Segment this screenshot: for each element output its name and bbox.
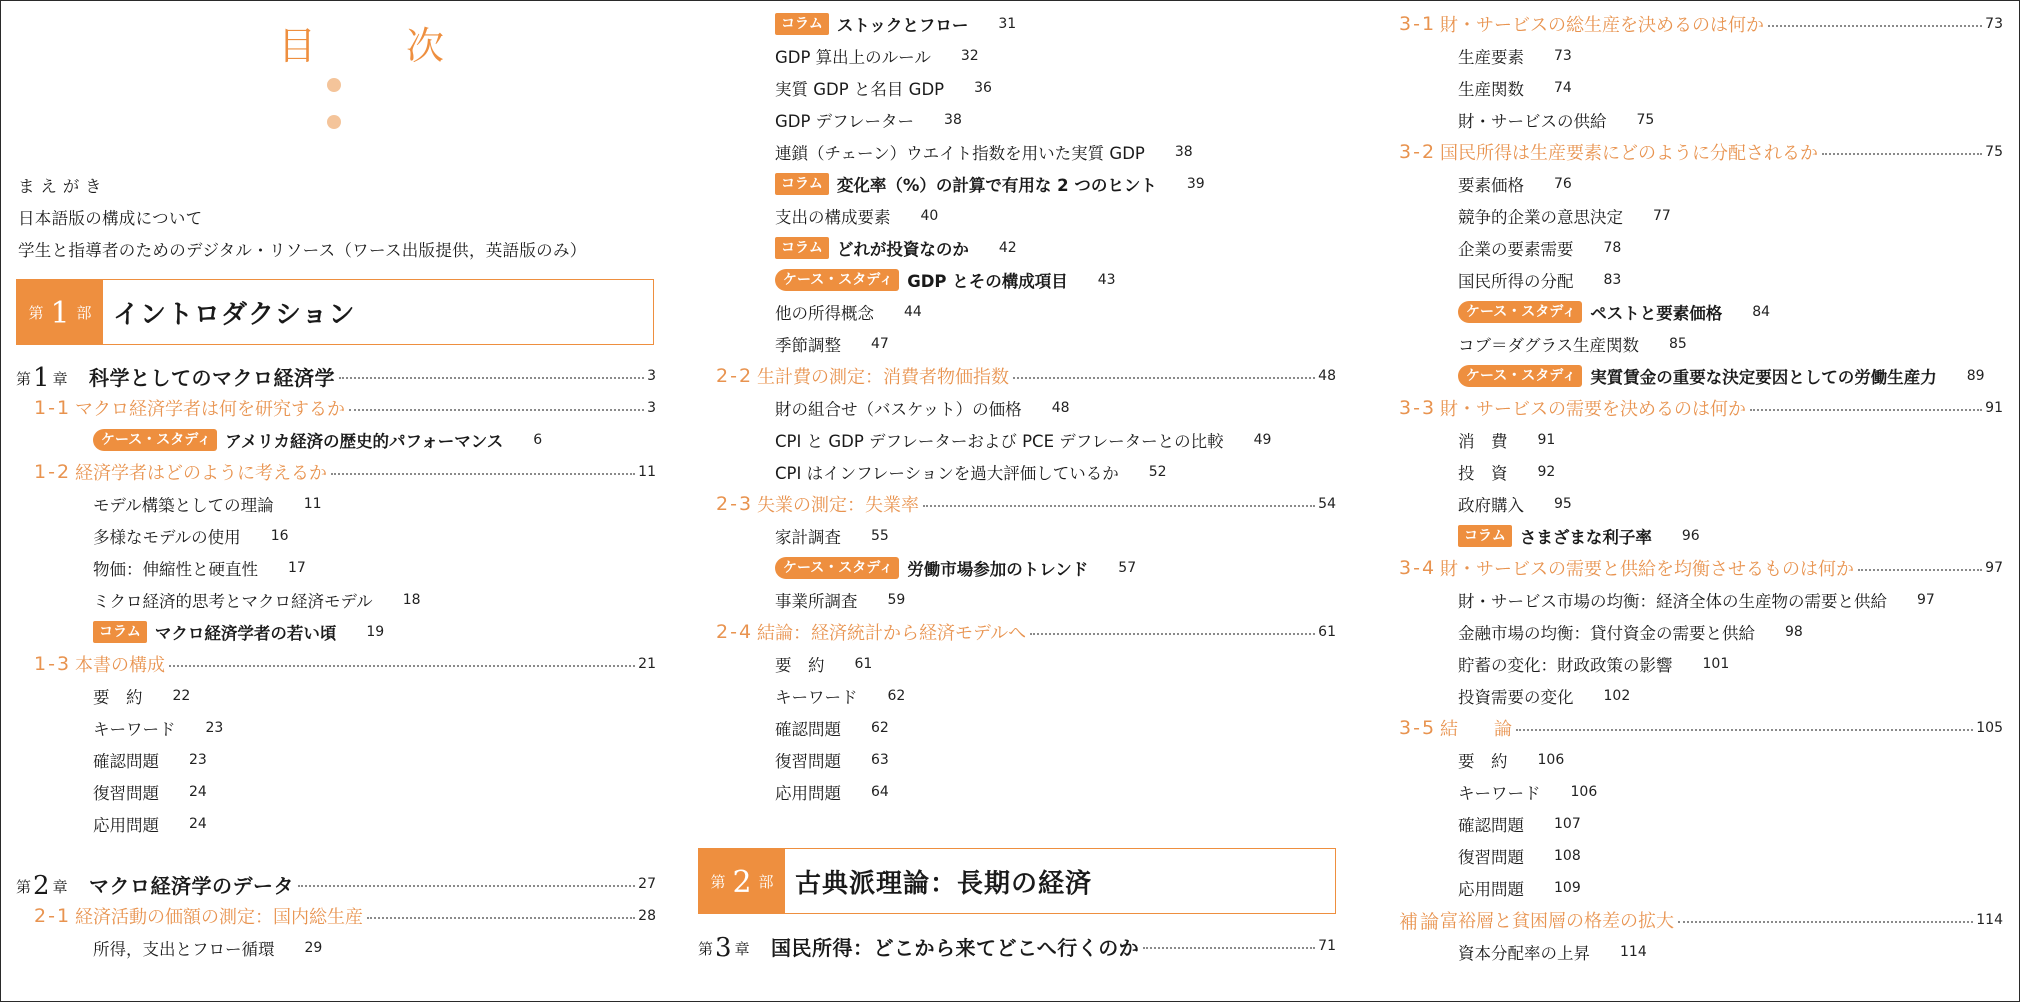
page-number: 24 xyxy=(189,816,207,832)
toc-item[interactable] xyxy=(16,932,656,964)
toc-item[interactable] xyxy=(698,328,1336,360)
item-title: キーワード xyxy=(775,688,858,707)
section-title: マクロ経済学者は何を研究するか xyxy=(75,399,345,420)
page-number: 48 xyxy=(1318,368,1336,384)
toc-item[interactable] xyxy=(1381,104,2003,136)
part-suffix: 部 xyxy=(76,303,92,322)
section-title: 経済活動の価額の測定：国内総生産 xyxy=(75,907,363,928)
item-title: ペストと要素価格 xyxy=(1590,304,1723,323)
part-prefix: 第 xyxy=(28,303,44,322)
page-number: 92 xyxy=(1537,464,1556,480)
dot-leader xyxy=(169,665,635,667)
toc-item[interactable] xyxy=(16,488,656,520)
section-title: 結論：経済統計から経済モデルへ xyxy=(757,623,1027,644)
item-title: 要 約 xyxy=(775,656,825,675)
item-title: CPI はインフレーションを過大評価しているか xyxy=(775,464,1119,483)
chapter-title: 科学としてのマクロ経済学 xyxy=(89,365,335,390)
page-number: 63 xyxy=(871,752,889,768)
page-number: 32 xyxy=(960,48,979,64)
page-number: 57 xyxy=(1118,560,1137,576)
page-number: 59 xyxy=(887,592,906,608)
item-title: 復習問題 xyxy=(1458,848,1524,867)
section-title: 失業の測定：失業率 xyxy=(757,495,919,516)
toc-section[interactable] xyxy=(1381,8,2003,40)
case-study-badge: ケース・スタディ xyxy=(775,269,899,291)
decorative-dot xyxy=(327,115,341,129)
item-title: 応用問題 xyxy=(775,784,841,803)
toc-item[interactable] xyxy=(698,552,1336,584)
toc-item[interactable] xyxy=(16,808,656,840)
page-number: 107 xyxy=(1554,816,1581,832)
item-title: 政府購入 xyxy=(1458,496,1524,515)
page-number: 49 xyxy=(1253,432,1272,448)
toc-item[interactable] xyxy=(1381,680,2003,712)
section-number: 3-5 xyxy=(1399,717,1437,739)
dot-leader xyxy=(367,917,635,919)
page-number: 3 xyxy=(647,400,656,416)
page-number: 29 xyxy=(304,940,323,956)
toc-section[interactable] xyxy=(16,900,656,932)
page-number: 31 xyxy=(998,16,1017,32)
toc-item[interactable] xyxy=(698,584,1336,616)
case-study-badge: ケース・スタディ xyxy=(1458,301,1582,323)
column-badge: コラム xyxy=(775,13,829,35)
item-title: 応用問題 xyxy=(93,816,159,835)
page-number: 91 xyxy=(1537,432,1556,448)
item-title: アメリカ経済の歴史的パフォーマンス xyxy=(225,432,504,451)
page-number: 114 xyxy=(1620,944,1647,960)
page-number: 76 xyxy=(1554,176,1572,192)
page-number: 23 xyxy=(205,720,224,736)
page-number: 105 xyxy=(1976,720,2003,736)
item-title: キーワード xyxy=(93,720,176,739)
page-number: 96 xyxy=(1681,528,1700,544)
item-title: キーワード xyxy=(1458,784,1541,803)
page-number: 61 xyxy=(1318,624,1336,640)
page-number: 73 xyxy=(1985,16,2003,32)
dot-leader xyxy=(1030,633,1315,635)
page-number: 38 xyxy=(944,112,962,128)
dot-leader xyxy=(339,377,644,379)
item-title: 復習問題 xyxy=(93,784,159,803)
dot-leader xyxy=(1750,409,1982,411)
toc-section[interactable] xyxy=(1381,136,2003,168)
item-title: 所得，支出とフロー循環 xyxy=(93,940,275,959)
page-number: 102 xyxy=(1603,688,1631,704)
page-number: 39 xyxy=(1186,176,1205,192)
chapter-number: 1 xyxy=(33,363,50,393)
toc-section[interactable] xyxy=(1381,392,2003,424)
page-number: 6 xyxy=(533,432,543,448)
toc-item[interactable] xyxy=(698,104,1336,136)
item-title: 貯蓄の変化：財政政策の影響 xyxy=(1458,656,1673,675)
section-number: 2-2 xyxy=(716,365,754,387)
dot-leader xyxy=(298,885,635,887)
item-title: 実質賃金の重要な決定要因としての労働生産力 xyxy=(1590,368,1937,387)
front-matter-item[interactable] xyxy=(16,201,656,233)
item-title: 連鎖（チェーン）ウエイト指数を用いた実質 GDP xyxy=(775,144,1145,163)
toc-item[interactable] xyxy=(698,40,1336,72)
toc-item[interactable] xyxy=(16,584,656,616)
page-number: 36 xyxy=(974,80,992,96)
chapter-number: 2 xyxy=(33,871,50,901)
page-number: 18 xyxy=(402,592,421,608)
page-number: 77 xyxy=(1653,208,1671,224)
toc-item[interactable] xyxy=(698,136,1336,168)
part-label xyxy=(699,849,785,913)
toc-item[interactable] xyxy=(1381,616,2003,648)
page-number: 106 xyxy=(1537,752,1565,768)
chapter-prefix: 第 xyxy=(698,940,714,958)
column-badge: コラム xyxy=(775,237,829,259)
toc-item[interactable] xyxy=(16,744,656,776)
toc-item[interactable] xyxy=(1381,72,2003,104)
toc-item[interactable] xyxy=(1381,840,2003,872)
page-number: 84 xyxy=(1752,304,1771,320)
toc-section[interactable] xyxy=(1381,552,2003,584)
part-2-heading[interactable] xyxy=(698,848,1336,914)
page-number: 43 xyxy=(1097,272,1116,288)
toc-item[interactable] xyxy=(698,232,1336,264)
item-title: 金融市場の均衡：貸付資金の需要と供給 xyxy=(1458,624,1755,643)
page-number: 98 xyxy=(1785,624,1803,640)
page-number: 62 xyxy=(871,720,889,736)
chapter-suffix: 章 xyxy=(734,940,750,958)
page-number: 62 xyxy=(887,688,906,704)
item-title: GDP 算出上のルール xyxy=(775,48,931,67)
item-title: 確認問題 xyxy=(1458,816,1524,835)
front-matter-item[interactable] xyxy=(16,169,656,201)
page-number: 17 xyxy=(288,560,306,576)
toc-item[interactable] xyxy=(1381,424,2003,456)
item-title: ミクロ経済的思考とマクロ経済モデル xyxy=(93,592,373,611)
toc-section[interactable] xyxy=(16,456,656,488)
section-title: 財・サービスの総生産を決めるのは何か xyxy=(1440,15,1764,36)
toc-title: 目 次 xyxy=(278,24,471,68)
toc-section[interactable] xyxy=(1381,904,2003,936)
item-title: モデル構築としての理論 xyxy=(93,496,274,515)
toc-item[interactable] xyxy=(1381,776,2003,808)
section-title: 生計費の測定：消費者物価指数 xyxy=(757,367,1009,388)
toc-item[interactable] xyxy=(1381,264,2003,296)
front-matter-title: ま え が き xyxy=(18,177,102,196)
dot-leader xyxy=(1013,377,1315,379)
toc-item[interactable] xyxy=(1381,520,2003,552)
page-number: 75 xyxy=(1636,112,1655,128)
toc-item[interactable] xyxy=(698,200,1336,232)
section-number: 2-1 xyxy=(34,905,72,927)
toc-item[interactable] xyxy=(698,520,1336,552)
toc-item[interactable] xyxy=(1381,488,2003,520)
toc-section[interactable] xyxy=(698,616,1336,648)
section-number: 3-3 xyxy=(1399,397,1437,419)
toc-chapter[interactable] xyxy=(698,930,1336,962)
item-title: CPI と GDP デフレーターおよび PCE デフレーターとの比較 xyxy=(775,432,1224,451)
chapter-label xyxy=(16,361,89,391)
page-number: 11 xyxy=(638,464,656,480)
part-number: 1 xyxy=(50,295,70,331)
item-title: 物価：伸縮性と硬直性 xyxy=(93,560,258,579)
toc-item[interactable] xyxy=(698,680,1336,712)
item-title: 競争的企業の意思決定 xyxy=(1458,208,1623,227)
part-number: 2 xyxy=(732,864,752,900)
toc-item[interactable] xyxy=(698,712,1336,744)
page-number: 78 xyxy=(1603,240,1622,256)
item-title: GDP デフレーター xyxy=(775,112,915,131)
item-title: 投資需要の変化 xyxy=(1458,688,1574,707)
toc-item[interactable] xyxy=(698,8,1336,40)
toc-item[interactable] xyxy=(698,648,1336,680)
toc-item[interactable] xyxy=(698,296,1336,328)
toc-item[interactable] xyxy=(16,712,656,744)
item-title: 要 約 xyxy=(1458,752,1508,771)
dot-leader xyxy=(923,505,1315,507)
page-number: 38 xyxy=(1174,144,1193,160)
item-title: 国民所得の分配 xyxy=(1458,272,1574,291)
toc-item[interactable] xyxy=(698,392,1336,424)
toc-item[interactable] xyxy=(698,168,1336,200)
page-number: 22 xyxy=(172,688,191,704)
item-title: 確認問題 xyxy=(775,720,841,739)
chapter-suffix: 章 xyxy=(52,878,68,896)
part-title: 古典派理論：長期の経済 xyxy=(795,868,1093,899)
case-study-badge: ケース・スタディ xyxy=(775,557,899,579)
dot-leader xyxy=(349,409,644,411)
toc-item[interactable] xyxy=(1381,40,2003,72)
item-title: 財の組合せ（バスケット）の価格 xyxy=(775,400,1022,419)
page-number: 44 xyxy=(904,304,922,320)
toc-item[interactable] xyxy=(1381,936,2003,968)
chapter-title: マクロ経済学のデータ xyxy=(89,873,294,898)
page-number: 75 xyxy=(1985,144,2003,160)
column-badge: コラム xyxy=(775,173,829,195)
toc-item[interactable] xyxy=(698,72,1336,104)
section-number: 3-4 xyxy=(1399,557,1437,579)
item-title: 生産関数 xyxy=(1458,80,1524,99)
item-title: 実質 GDP と名目 GDP xyxy=(775,80,945,99)
toc-item[interactable] xyxy=(1381,456,2003,488)
page-number: 11 xyxy=(303,496,322,512)
toc-item[interactable] xyxy=(16,424,656,456)
section-number: 1-2 xyxy=(34,461,72,483)
case-study-badge: ケース・スタディ xyxy=(1458,365,1582,387)
item-title: 変化率（%）の計算で有用な 2 つのヒント xyxy=(836,176,1157,195)
page-number: 27 xyxy=(638,876,656,892)
dot-leader xyxy=(1822,153,1982,155)
section-number: 補論 xyxy=(1399,910,1442,933)
page-number: 71 xyxy=(1318,938,1336,954)
page-number: 83 xyxy=(1603,272,1622,288)
item-title: 労働市場参加のトレンド xyxy=(907,560,1089,579)
dot-leader xyxy=(1858,569,1982,571)
page-number: 55 xyxy=(871,528,889,544)
part-prefix: 第 xyxy=(710,872,726,891)
item-title: 財・サービス市場の均衡：経済全体の生産物の需要と供給 xyxy=(1458,592,1887,611)
page-number: 61 xyxy=(854,656,873,672)
section-number: 1-1 xyxy=(34,397,72,419)
toc-item[interactable] xyxy=(698,776,1336,808)
page-number: 114 xyxy=(1976,912,2003,928)
item-title: 資本分配率の上昇 xyxy=(1458,944,1590,963)
item-title: 投 資 xyxy=(1458,464,1508,483)
page-number: 3 xyxy=(647,368,656,384)
dot-leader xyxy=(1768,25,1982,27)
item-title: 季節調整 xyxy=(775,336,841,355)
toc-item[interactable] xyxy=(1381,744,2003,776)
part-1-heading[interactable] xyxy=(16,279,654,345)
toc-item[interactable] xyxy=(698,424,1336,456)
section-title: 財・サービスの需要と供給を均衡させるものは何か xyxy=(1440,559,1854,580)
page-number: 40 xyxy=(920,208,939,224)
item-title: GDP とその構成項目 xyxy=(907,272,1068,291)
part-suffix: 部 xyxy=(758,872,774,891)
toc-item[interactable] xyxy=(1381,328,2003,360)
toc-item[interactable] xyxy=(1381,296,2003,328)
toc-section[interactable] xyxy=(16,392,656,424)
dot-leader xyxy=(331,473,635,475)
item-title: 多様なモデルの使用 xyxy=(93,528,241,547)
item-title: 企業の要素需要 xyxy=(1458,240,1574,259)
front-matter-title: 学生と指導者のためのデジタル・リソース（ワース出版提供，英語版のみ） xyxy=(18,241,587,260)
chapter-title: 国民所得：どこから来てどこへ行くのか xyxy=(771,935,1140,960)
item-title: 生産要素 xyxy=(1458,48,1524,67)
page-number: 28 xyxy=(638,908,656,924)
page-number: 23 xyxy=(189,752,207,768)
column-badge: コラム xyxy=(93,621,147,643)
toc-section[interactable] xyxy=(16,648,656,680)
section-number: 3-2 xyxy=(1399,141,1437,163)
page-number: 54 xyxy=(1318,496,1336,512)
item-title: 要素価格 xyxy=(1458,176,1524,195)
page-number: 101 xyxy=(1702,656,1730,672)
chapter-label xyxy=(698,931,771,961)
item-title: さまざまな利子率 xyxy=(1519,528,1652,547)
item-title: コブ＝ダグラス生産関数 xyxy=(1458,336,1640,355)
toc-item[interactable] xyxy=(1381,168,2003,200)
toc-section[interactable] xyxy=(698,360,1336,392)
toc-section[interactable] xyxy=(1381,712,2003,744)
item-title: マクロ経済学者の若い頃 xyxy=(154,624,337,643)
toc-chapter[interactable] xyxy=(16,360,656,392)
toc-item[interactable] xyxy=(1381,200,2003,232)
page-number: 52 xyxy=(1148,464,1167,480)
toc-item[interactable] xyxy=(698,456,1336,488)
toc-item[interactable] xyxy=(1381,648,2003,680)
chapter-prefix: 第 xyxy=(16,370,32,388)
page-number: 21 xyxy=(638,656,656,672)
page-number: 48 xyxy=(1051,400,1070,416)
toc-item[interactable] xyxy=(1381,232,2003,264)
item-title: 財・サービスの供給 xyxy=(1458,112,1607,131)
page-number: 64 xyxy=(871,784,889,800)
page-number: 95 xyxy=(1554,496,1572,512)
chapter-prefix: 第 xyxy=(16,878,32,896)
toc-item[interactable] xyxy=(16,776,656,808)
toc-item[interactable] xyxy=(1381,872,2003,904)
item-title: ストックとフロー xyxy=(836,16,969,35)
item-title: 要 約 xyxy=(93,688,143,707)
front-matter-item[interactable] xyxy=(16,233,656,265)
page-number: 89 xyxy=(1966,368,1985,384)
dot-leader xyxy=(1516,729,1973,731)
section-number: 2-4 xyxy=(716,621,754,643)
item-title: 復習問題 xyxy=(775,752,841,771)
toc-item[interactable] xyxy=(16,552,656,584)
page-number: 106 xyxy=(1570,784,1598,800)
toc-item[interactable] xyxy=(698,744,1336,776)
toc-item[interactable] xyxy=(1381,584,2003,616)
section-number: 1-3 xyxy=(34,653,72,675)
case-study-badge: ケース・スタディ xyxy=(93,429,217,451)
page-number: 24 xyxy=(189,784,207,800)
section-title: 結 論 xyxy=(1440,719,1512,740)
page-number: 19 xyxy=(366,624,385,640)
page-number: 74 xyxy=(1554,80,1572,96)
toc-item[interactable] xyxy=(1381,360,2003,392)
toc-item[interactable] xyxy=(16,616,656,648)
page-number: 73 xyxy=(1554,48,1572,64)
section-number: 2-3 xyxy=(716,493,754,515)
item-title: どれが投資なのか xyxy=(836,240,969,259)
part-label xyxy=(17,280,103,344)
item-title: 家計調査 xyxy=(775,528,841,547)
front-matter-title: 日本語版の構成について xyxy=(18,209,203,228)
page-number: 108 xyxy=(1554,848,1581,864)
page-number: 97 xyxy=(1917,592,1935,608)
section-title: 財・サービスの需要を決めるのは何か xyxy=(1440,399,1746,420)
toc-item[interactable] xyxy=(1381,808,2003,840)
toc-chapter[interactable] xyxy=(16,868,656,900)
page-number: 109 xyxy=(1554,880,1581,896)
section-title: 国民所得は生産要素にどのように分配されるか xyxy=(1440,143,1818,164)
item-title: 他の所得概念 xyxy=(775,304,874,323)
chapter-number: 3 xyxy=(715,933,732,963)
item-title: 応用問題 xyxy=(1458,880,1524,899)
dot-leader xyxy=(1678,921,1973,923)
toc-item[interactable] xyxy=(16,520,656,552)
item-title: 事業所調査 xyxy=(775,592,858,611)
part-title: イントロダクション xyxy=(113,299,356,330)
chapter-label xyxy=(16,869,89,899)
section-title: 本書の構成 xyxy=(75,655,165,676)
section-title: 富裕層と貧困層の格差の拡大 xyxy=(1440,911,1674,932)
chapter-suffix: 章 xyxy=(52,370,68,388)
item-title: 確認問題 xyxy=(93,752,159,771)
section-title: 経済学者はどのように考えるか xyxy=(75,463,327,484)
section-number: 3-1 xyxy=(1399,13,1437,35)
toc-item[interactable] xyxy=(16,680,656,712)
page-number: 91 xyxy=(1985,400,2003,416)
column-badge: コラム xyxy=(1458,525,1512,547)
page-number: 85 xyxy=(1669,336,1687,352)
page-number: 16 xyxy=(270,528,289,544)
page-number: 97 xyxy=(1985,560,2003,576)
decorative-dot xyxy=(327,78,341,92)
toc-section[interactable] xyxy=(698,488,1336,520)
dot-leader xyxy=(1143,947,1315,949)
item-title: 支出の構成要素 xyxy=(775,208,891,227)
page-number: 47 xyxy=(871,336,889,352)
toc-item[interactable] xyxy=(698,264,1336,296)
item-title: 消 費 xyxy=(1458,432,1508,451)
page-number: 42 xyxy=(998,240,1017,256)
